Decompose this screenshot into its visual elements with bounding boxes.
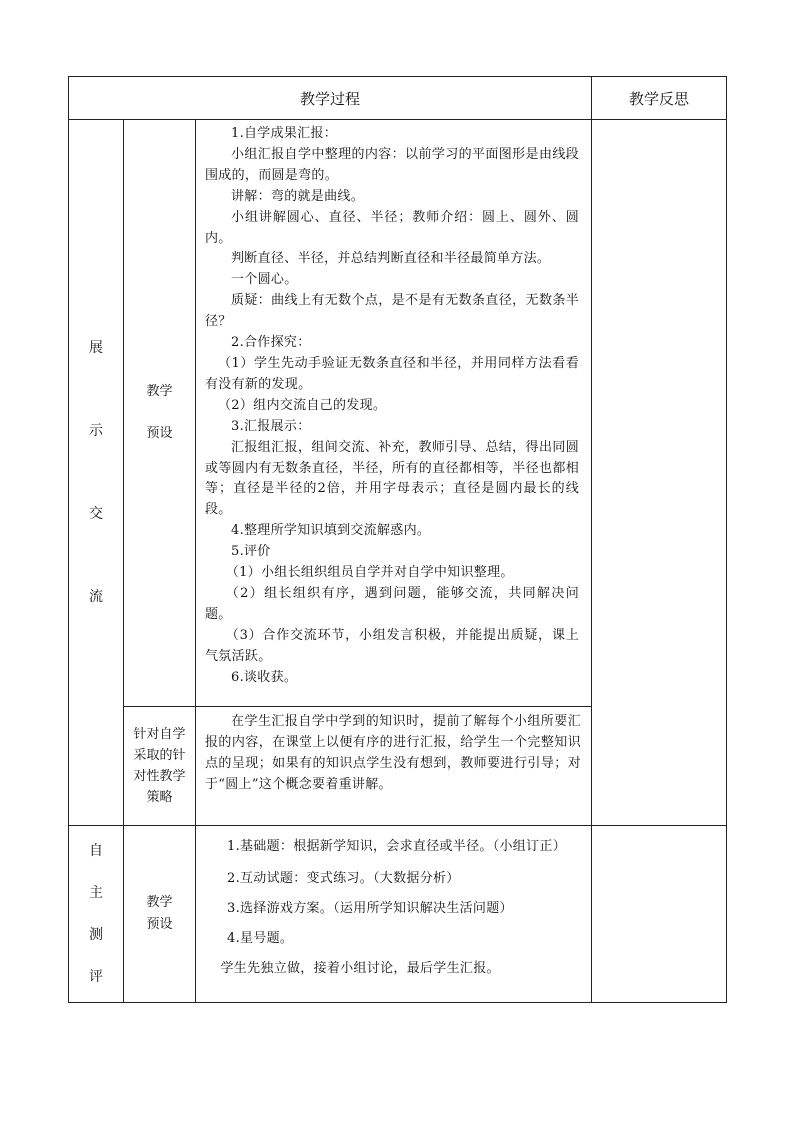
content-line: 3.选择游戏方案。（运用所学知识解决生活问题） — [227, 901, 513, 916]
section-label-char: 评 — [89, 969, 103, 985]
section-label-char: 交 — [89, 505, 103, 522]
teaching-preset-label — [124, 826, 196, 1003]
content-line: 4.星号题。 — [227, 931, 294, 946]
section-self-assessment-row — [69, 826, 727, 1003]
content-line: 判断直径、半径，并总结判断直径和半径最简单方法。 — [231, 251, 551, 267]
section-label-char: 自 — [89, 843, 103, 859]
lesson-plan-table — [68, 76, 727, 1003]
reflection-cell-show-exchange — [592, 120, 727, 826]
section-show-exchange-row-preset — [69, 120, 727, 707]
content-line: 2.合作探究： — [231, 335, 311, 351]
preset-label-line: 教学 — [146, 384, 173, 399]
content-line: 1.基础题：根据新学知识，会求直径或半径。（小组订正） — [227, 839, 567, 854]
strategy-content — [196, 707, 592, 826]
content-line: 1.自学成果汇报： — [231, 126, 338, 141]
section-label-show-exchange — [69, 120, 124, 826]
content-line: 小组汇报自学中整理的内容：以前学习的平面图形是由线段围成的，而圆是弯的。 — [205, 146, 580, 183]
teaching-preset-content — [196, 120, 592, 707]
reflection-cell-self-assessment — [592, 826, 727, 1003]
content-line: 一个圆心。 — [231, 272, 298, 288]
teaching-process-header: 教学过程 — [69, 77, 592, 120]
content-line: 5.评价 — [231, 544, 271, 560]
teaching-reflection-header: 教学反思 — [592, 77, 727, 120]
section-label-char: 展 — [89, 339, 103, 356]
section-label-char: 主 — [89, 885, 103, 901]
self-assessment-content — [196, 826, 592, 1003]
preset-label-line: 教学 — [146, 895, 173, 910]
content-line: 4.整理所学知识填到交流解惑内。 — [231, 523, 431, 539]
content-line: （1）学生先动手验证无数条直径和半径，并用同样方法看看有没有新的发现。 — [205, 355, 580, 392]
teaching-preset-label — [124, 120, 196, 707]
section-label-char: 示 — [89, 422, 103, 439]
strategy-text: 在学生汇报自学中学到的知识时，提前了解每个小组所要汇报的内容，在课堂上以便有序的进行汇报，给学生一个完整知识点的呈现；如果有的知识点学生没有想到，教师要进行引导；对于“圆上”这个概念要着重讲解。 — [205, 714, 582, 792]
content-line: 小组讲解圆心、直径、半径；教师介绍：圆上、圆外、圆内。 — [205, 209, 580, 246]
lesson-plan-page — [68, 76, 726, 1003]
section-label-char: 测 — [89, 927, 103, 943]
content-line: 质疑：曲线上有无数个点，是不是有无数条直径，无数条半径？ — [205, 293, 580, 330]
content-line: 学生先独立做，接着小组讨论，最后学生汇报。 — [220, 961, 500, 976]
strategy-label: 针对自学采取的针对性教学策略 — [124, 707, 196, 826]
content-line: （1）小组长组织组员自学并对自学中知识整理。 — [225, 565, 514, 581]
content-line: 2.互动试题：变式练习。（大数据分析） — [227, 871, 460, 886]
section-label-self-assessment — [69, 826, 124, 1003]
preset-label-line: 预设 — [146, 426, 173, 441]
header-row — [69, 77, 727, 120]
preset-label-line: 预设 — [146, 917, 173, 932]
content-line: 3.汇报展示： — [231, 418, 311, 434]
content-line: （3）合作交流环节，小组发言积极，并能提出质疑，课上气氛活跃。 — [205, 627, 580, 664]
section-label-char: 流 — [89, 588, 103, 605]
content-line: （2）组内交流自己的发现。 — [218, 397, 387, 413]
content-line: （2）组长组织有序，遇到问题，能够交流，共同解决问题。 — [205, 585, 580, 622]
content-line: 讲解：弯的就是曲线。 — [231, 188, 365, 204]
content-line: 汇报组汇报，组间交流、补充，教师引导、总结，得出同圆或等圆内有无数条直径，半径，所有的直径都相等，半径也都相等；直径是半径的2倍，并用字母表示；直径是圆内最长的线段。 — [205, 439, 580, 518]
content-line: 6.谈收获。 — [231, 669, 298, 685]
